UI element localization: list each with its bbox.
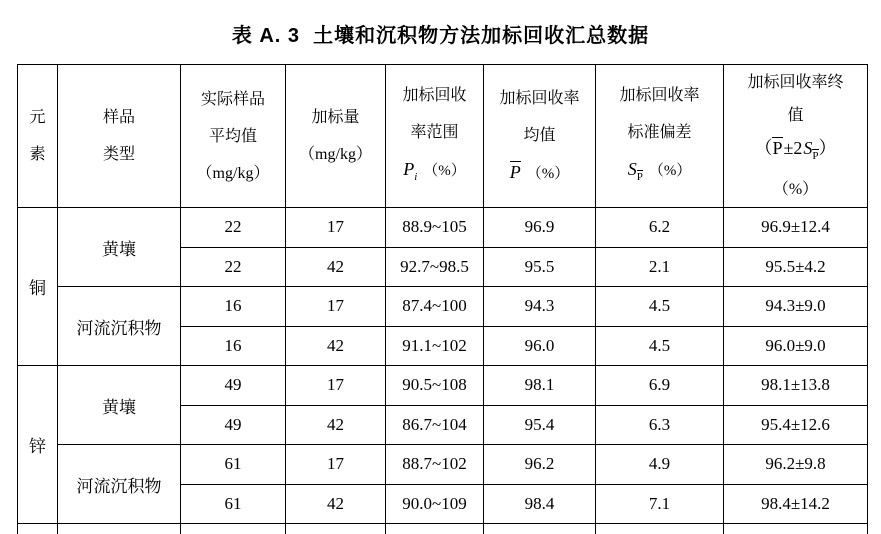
header-spike-amount [286, 65, 386, 208]
cell-recovery-sd: 2.1 [596, 247, 724, 287]
cell-recovery-range: 92.7~98.5 [386, 247, 484, 287]
cell-recovery-range: 88.7~102 [386, 445, 484, 485]
cell-spike-amount: 17 [286, 287, 386, 327]
cell-spike-amount: 42 [286, 484, 386, 524]
symbol-S-italic: S [803, 138, 813, 158]
cell-recovery-mean: 94.3 [484, 287, 596, 327]
paren-open: （ [754, 138, 773, 158]
header-spike-amount-unit: （mg/kg） [299, 146, 372, 163]
header-element-line1: 元 [29, 109, 46, 126]
symbol-P-overline-small: P [636, 170, 643, 183]
header-sample-type-line2: 类型 [102, 146, 135, 163]
table-title: 表 A. 3 土壤和沉积物方法加标回收汇总数据 [231, 25, 650, 47]
unit-percent: （%） [772, 181, 819, 198]
symbol-plusminus-2: ±2 [783, 138, 803, 158]
cell-spike-amount: 42 [286, 405, 386, 445]
cell-recovery-sd: 4.5 [596, 287, 724, 327]
cell-recovery-range: 87.4~100 [386, 287, 484, 327]
symbol-P-overline-small: P [812, 150, 819, 162]
cell-empty [58, 524, 181, 534]
header-recovery-mean [484, 65, 596, 208]
cell-sample-avg: 16 [181, 287, 286, 327]
paren-close: ） [818, 138, 837, 158]
header-recovery-sd-line1: 加标回收率 [619, 86, 700, 104]
cell-recovery-mean: 96.0 [484, 326, 596, 366]
table-row-partial [18, 524, 868, 534]
cell-empty [286, 524, 386, 534]
cell-recovery-sd: 6.3 [596, 405, 724, 445]
cell-empty [18, 524, 58, 534]
cell-recovery-sd: 7.1 [596, 484, 724, 524]
cell-recovery-final: 96.9±12.4 [724, 208, 868, 248]
cell-recovery-mean: 95.4 [484, 405, 596, 445]
cell-recovery-sd: 6.2 [596, 208, 724, 248]
table-row [18, 366, 868, 406]
cell-element: 铜 [18, 208, 58, 366]
cell-recovery-range: 91.1~102 [386, 326, 484, 366]
symbol-P-overline: P [509, 161, 521, 182]
header-recovery-final-line2: 值 [787, 107, 804, 124]
cell-empty [596, 524, 724, 534]
cell-recovery-range: 88.9~105 [386, 208, 484, 248]
table-row [18, 208, 868, 248]
symbol-P-overline-upright: P [772, 138, 783, 158]
cell-recovery-final: 94.3±9.0 [724, 287, 868, 327]
cell-sample-type: 黄壤 [58, 366, 181, 445]
cell-spike-amount: 42 [286, 326, 386, 366]
cell-recovery-final: 96.2±9.8 [724, 445, 868, 485]
header-sample-avg-unit: （mg/kg） [196, 164, 270, 182]
cell-recovery-range: 86.7~104 [386, 405, 484, 445]
cell-recovery-mean: 96.2 [484, 445, 596, 485]
cell-spike-amount: 17 [286, 445, 386, 485]
cell-recovery-sd: 6.9 [596, 366, 724, 406]
formula-pbar [484, 154, 595, 193]
cell-empty [386, 524, 484, 534]
cell-recovery-sd: 4.5 [596, 326, 724, 366]
cell-recovery-final: 96.0±9.0 [724, 326, 868, 366]
header-sample-avg [181, 65, 286, 208]
cell-recovery-final: 95.4±12.6 [724, 405, 868, 445]
symbol-i-subscript: i [414, 170, 418, 183]
recovery-summary-table [17, 64, 868, 534]
cell-sample-avg: 61 [181, 445, 286, 485]
formula-pi [386, 151, 483, 196]
cell-recovery-final: 98.1±13.8 [724, 366, 868, 406]
symbol-pbar-subscript [637, 171, 643, 183]
unit-percent: （%） [423, 162, 466, 179]
cell-recovery-final: 98.4±14.2 [724, 484, 868, 524]
cell-sample-avg: 49 [181, 405, 286, 445]
header-row [18, 65, 868, 208]
header-sample-type [58, 65, 181, 208]
unit-percent: （%） [526, 165, 570, 182]
symbol-P-italic: P [403, 158, 415, 179]
table-row [18, 287, 868, 327]
cell-sample-type: 黄壤 [58, 208, 181, 287]
cell-recovery-range: 90.5~108 [386, 366, 484, 406]
cell-spike-amount: 17 [286, 208, 386, 248]
cell-empty [181, 524, 286, 534]
header-recovery-sd [596, 65, 724, 208]
unit-percent: （%） [648, 162, 692, 179]
cell-recovery-mean: 98.1 [484, 366, 596, 406]
header-recovery-mean-line2: 均值 [523, 126, 556, 144]
table-row [18, 445, 868, 485]
symbol-S-italic: S [627, 158, 637, 179]
header-element [18, 65, 58, 208]
header-sample-avg-line2: 平均值 [208, 127, 257, 145]
header-recovery-range [386, 65, 484, 208]
cell-element: 锌 [18, 366, 58, 524]
header-sample-type-line1: 样品 [102, 109, 135, 126]
cell-sample-avg: 16 [181, 326, 286, 366]
cell-empty [724, 524, 868, 534]
cell-sample-avg: 49 [181, 366, 286, 406]
header-recovery-final [724, 65, 868, 208]
cell-spike-amount: 42 [286, 247, 386, 287]
cell-sample-avg: 22 [181, 247, 286, 287]
header-recovery-mean-line1: 加标回收率 [499, 89, 580, 107]
header-recovery-final-line1: 加标回收率终 [747, 74, 844, 91]
cell-sample-type: 河流沉积物 [58, 287, 181, 366]
header-spike-amount-line1: 加标量 [311, 109, 360, 126]
cell-recovery-mean: 98.4 [484, 484, 596, 524]
header-recovery-range-line1: 加标回收 [402, 86, 467, 104]
header-sample-avg-line1: 实际样品 [200, 90, 265, 108]
cell-empty [484, 524, 596, 534]
cell-recovery-mean: 96.9 [484, 208, 596, 248]
formula-final [724, 132, 867, 173]
cell-recovery-final: 95.5±4.2 [724, 247, 868, 287]
cell-spike-amount: 17 [286, 366, 386, 406]
cell-recovery-sd: 4.9 [596, 445, 724, 485]
header-recovery-range-line2: 率范围 [410, 123, 459, 141]
cell-recovery-mean: 95.5 [484, 247, 596, 287]
cell-sample-avg: 61 [181, 484, 286, 524]
formula-sp [596, 151, 723, 196]
header-recovery-sd-line2: 标准偏差 [627, 123, 692, 141]
header-element-line2: 素 [29, 146, 46, 163]
cell-recovery-range: 90.0~109 [386, 484, 484, 524]
cell-sample-type: 河流沉积物 [58, 445, 181, 524]
cell-sample-avg: 22 [181, 208, 286, 248]
